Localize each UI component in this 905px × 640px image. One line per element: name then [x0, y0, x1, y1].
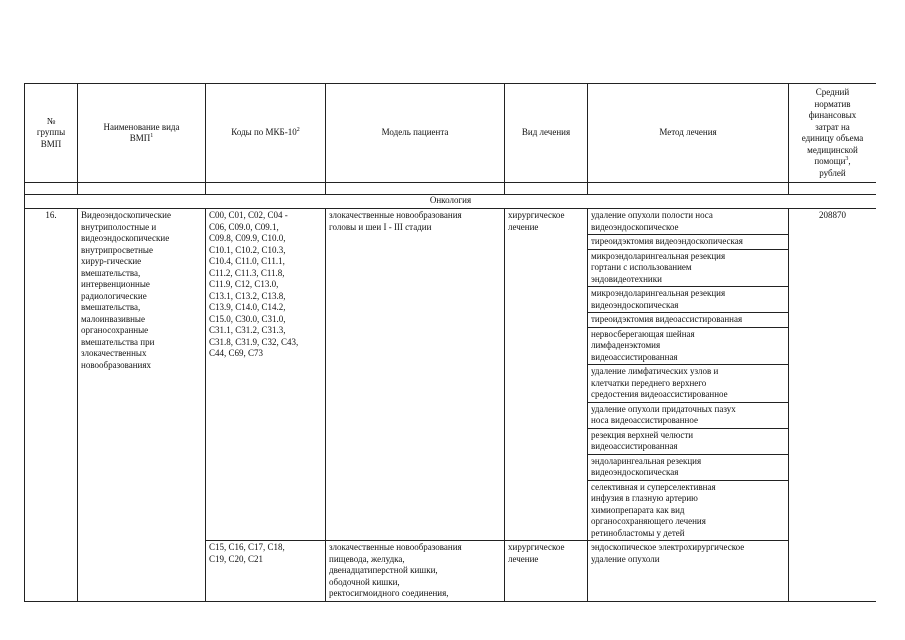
treatment-type-line: хирургическое	[508, 210, 565, 220]
icd-code-line: С00, С01, С02, С04 -	[209, 210, 288, 220]
treatment-method-item	[588, 328, 788, 366]
section-row	[25, 195, 877, 209]
treatment-method-line: удаление опухоли придаточных пазух	[591, 403, 736, 414]
icd-code-line: С44, С69, С73	[209, 348, 264, 358]
icd-code-line: С19, С20, С21	[209, 553, 264, 564]
treatment-method-line: удаление опухоли	[591, 553, 660, 564]
treatment-method-item	[588, 429, 788, 455]
icd-codes-cell	[206, 541, 326, 602]
patient-model-line: ректосигмоидного соединения,	[329, 588, 449, 598]
vmp-table-container	[24, 83, 876, 603]
treatment-method-line: гортани с использованием	[591, 262, 692, 272]
treatment-type-cell	[505, 541, 588, 602]
header-treatment-type: Вид лечения	[505, 84, 588, 183]
treatment-type-line: хирургическое	[508, 542, 565, 552]
vmp-type-line: интервенционные	[81, 279, 150, 289]
treatment-method-line: лимфаденэктомия	[591, 340, 661, 350]
icd-code-line: С09.8, С09.9, С10.0,	[209, 233, 286, 243]
treatment-method-line: видеоэндоскопическая	[591, 299, 679, 310]
treatment-method-line: нервосберегающая шейная	[591, 328, 695, 339]
header-group-number: № группы ВМП	[25, 84, 78, 183]
icd-code-line: С10.1, С10.2, С10.3,	[209, 244, 286, 255]
treatment-type-cell	[505, 209, 588, 541]
treatment-method-item	[588, 235, 788, 250]
vmp-type-line: вмешательства при	[81, 336, 155, 347]
vmp-type-cell	[78, 209, 206, 602]
group-number: 16.	[25, 209, 78, 602]
treatment-method-line: эндоларингеальная резекция	[591, 455, 702, 466]
header-treatment-method: Метод лечения	[588, 84, 789, 183]
icd-code-line: С06, С09.0, С09.1,	[209, 221, 279, 232]
treatment-method-line: носа видеоассистированное	[591, 415, 698, 425]
vmp-type-line: вмешательства,	[81, 267, 141, 278]
icd-code-line: С15, С16, С17, С18,	[209, 542, 285, 552]
treatment-methods-cell	[588, 209, 789, 541]
treatment-method-line: удаление опухоли полости носа	[591, 210, 713, 220]
treatment-method-line: эндовидеотехники	[591, 273, 662, 284]
treatment-method-line: видеоэндоскопическая	[591, 467, 679, 477]
average-cost: 208870	[789, 209, 877, 602]
patient-model-cell	[326, 541, 505, 602]
treatment-method-line: видеоэндоскопическое	[591, 221, 679, 232]
vmp-type-line: внутрипросветные	[81, 244, 153, 255]
vmp-type-line: новообразованиях	[81, 359, 151, 370]
patient-model-line: пищевода, желудка,	[329, 553, 405, 564]
vmp-type-line: злокачественных	[81, 348, 147, 358]
treatment-method-cell	[588, 541, 789, 602]
column-number-row	[25, 183, 877, 195]
vmp-type-line: Видеоэндоскопические	[81, 210, 171, 220]
header-vmp-type: Наименование вида ВМП$^1$	[78, 84, 206, 183]
patient-model-line: головы и шеи I - III стадии	[329, 221, 432, 232]
table-row	[25, 209, 877, 541]
treatment-method-line: тиреоидэктомия видеоэндоскопическая	[591, 236, 743, 246]
patient-model-line: злокачественные новообразования	[329, 542, 462, 552]
treatment-method-line: видеоассистированная	[591, 441, 678, 451]
vmp-type-line: малоинвазивные	[81, 313, 145, 324]
header-patient-model: Модель пациента	[326, 84, 505, 183]
treatment-method-line: эндоскопическое электрохирургическое	[591, 542, 745, 552]
icd-code-line: С13.1, С13.2, С13.8,	[209, 290, 286, 301]
vmp-type-line: видеоэндоскопические	[81, 233, 170, 243]
treatment-method-item	[588, 365, 788, 403]
treatment-method-line: резекция верхней челюсти	[591, 429, 694, 440]
vmp-table	[24, 83, 876, 602]
icd-code-line: С13.9, С14.0, С14.2,	[209, 302, 286, 312]
treatment-method-line: средостения видеоассистированное	[591, 389, 728, 399]
treatment-method-line: клетчатки переднего верхнего	[591, 377, 707, 388]
icd-code-line: С15.0, С30.0, С31.0,	[209, 313, 286, 324]
treatment-type-line: лечение	[508, 553, 539, 564]
vmp-type-line: вмешательства,	[81, 302, 141, 312]
header-icd-codes: Коды по МКБ-$10^2$	[206, 84, 326, 183]
treatment-method-line: ретинобластомы у детей	[591, 527, 685, 538]
patient-model-cell	[326, 209, 505, 541]
vmp-type-line: хирур-гические	[81, 256, 142, 266]
vmp-type-line: органосохранные	[81, 325, 149, 335]
vmp-type-line: радиологические	[81, 290, 147, 301]
icd-code-line: С11.2, С11.3, С11.8,	[209, 267, 285, 278]
header-average-cost: Средний норматив финансовых затрат на единицу объема медицинской помощи$^3$, рублей	[789, 84, 877, 183]
icd-code-line: С10.4, С11.0, С11.1,	[209, 256, 285, 266]
icd-code-line: С31.1, С31.2, С31.3,	[209, 325, 286, 335]
treatment-method-item	[588, 209, 788, 235]
treatment-method-line: удаление лимфатических узлов и	[591, 366, 719, 376]
patient-model-line: злокачественные новообразования	[329, 210, 462, 220]
treatment-method-item	[588, 287, 788, 313]
treatment-method-item	[588, 481, 788, 541]
patient-model-line: двенадцатиперстной кишки,	[329, 565, 438, 575]
vmp-type-line: внутриполостные и	[81, 221, 157, 232]
treatment-method-item	[588, 313, 788, 328]
icd-code-line: С11.9, С12, С13.0,	[209, 279, 279, 289]
treatment-method-item	[588, 403, 788, 429]
patient-model-line: ободочной кишки,	[329, 576, 400, 587]
treatment-method-line: органосохраняющего лечения	[591, 516, 706, 526]
treatment-method-item	[588, 250, 788, 288]
treatment-method-line: инфузия в глазную артерию	[591, 493, 698, 503]
section-title: Онкология	[25, 195, 877, 209]
treatment-method-line: химиопрепарата как вид	[591, 504, 685, 515]
header-row	[25, 84, 877, 183]
icd-codes-cell	[206, 209, 326, 541]
treatment-method-line: видеоассистированная	[591, 351, 678, 362]
treatment-method-line: микроэндоларингеальная резекция	[591, 288, 726, 298]
treatment-method-line: селективная и суперселективная	[591, 481, 716, 492]
treatment-method-item	[588, 455, 788, 481]
treatment-method-line: тиреоидэктомия видеоассистированная	[591, 314, 743, 324]
treatment-type-line: лечение	[508, 221, 539, 232]
icd-code-line: С31.8, С31.9, С32, С43,	[209, 336, 299, 347]
treatment-method-line: микроэндоларингеальная резекция	[591, 250, 726, 261]
